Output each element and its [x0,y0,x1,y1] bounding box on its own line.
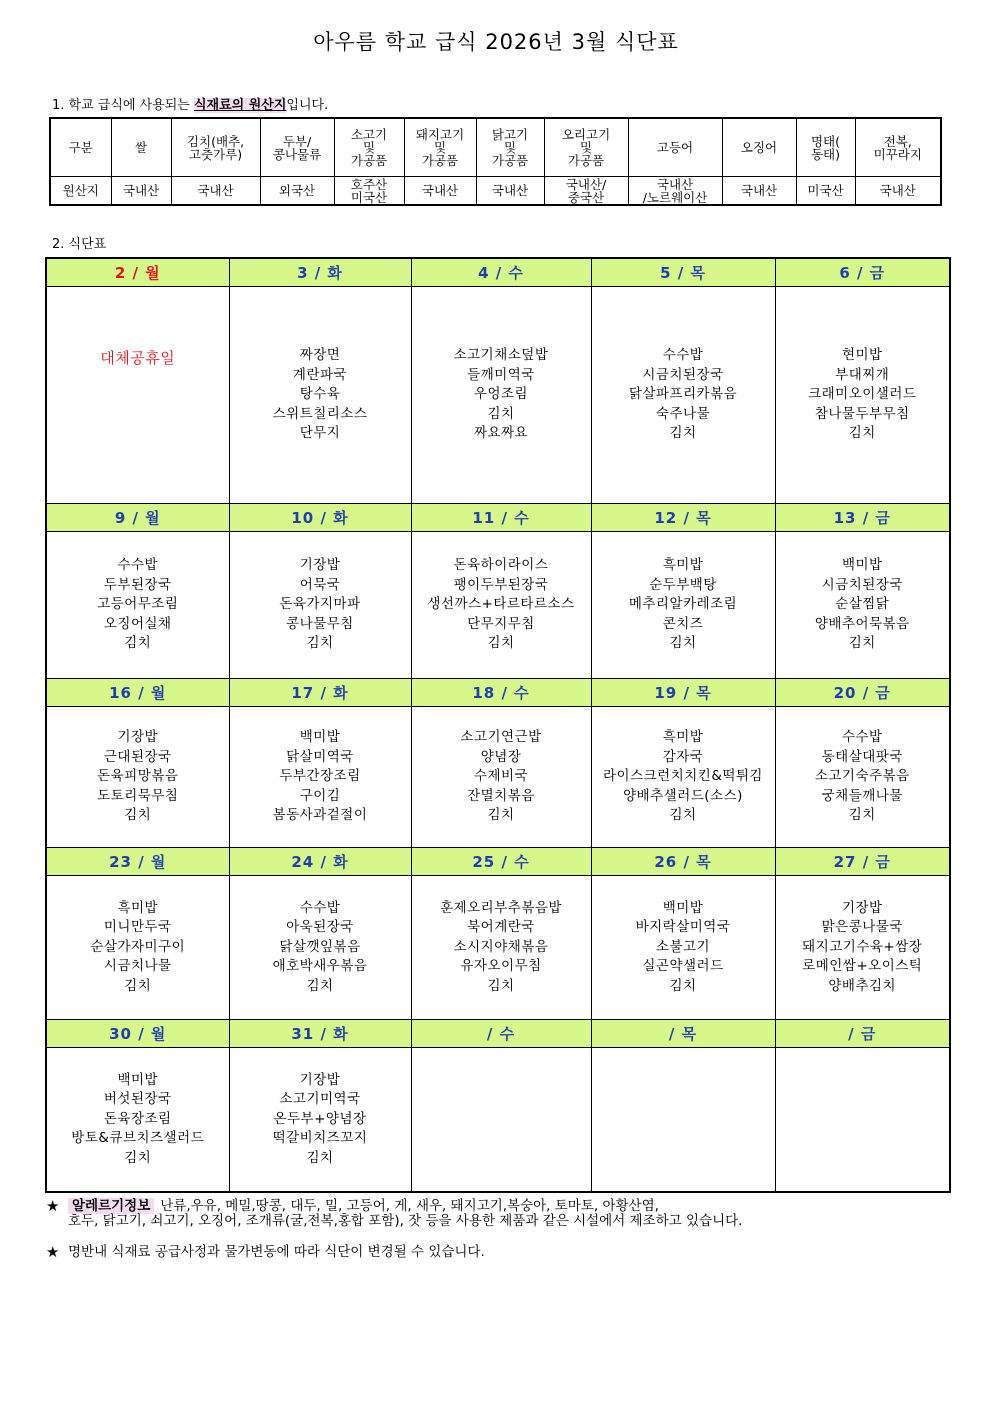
menu-item: 소고기채소덮밥 [453,347,549,364]
day-menu-cell [46,287,229,504]
day-menu-cell [775,287,950,504]
menu-item: 시금치된장국 [642,366,724,383]
menu-item: 수제비국 [473,768,529,785]
menu-item: 닭살파프리카볶음 [628,386,738,403]
menu-item: 김치 [124,635,152,652]
menu-item: 도토리묵무침 [97,787,179,804]
origin-header-cell: 고등어 [628,118,722,177]
menu-item: 아욱된장국 [286,919,354,936]
menu-item: 잔멸치볶음 [467,787,535,804]
menu-item: 시금치나물 [103,958,172,975]
menu-item: 봄동사과겉절이 [272,807,368,824]
menu-item: 수수밥 [299,899,341,916]
menu-item: 구이김 [299,787,341,804]
menu-item: 소고기숙주볶음 [814,768,910,785]
menu-row [46,287,950,504]
menu-item: 수수밥 [841,729,883,746]
origin-value-cell: 외국산 [260,177,334,206]
origin-value-cell: 국내산/ 중국산 [544,177,628,206]
origin-header-cell: 전복, 미꾸라지 [855,118,941,177]
day-header: 19 / 목 [591,679,775,707]
menu-item: 소고기미역국 [279,1091,361,1108]
day-header: 3 / 화 [229,258,411,287]
menu-item: 기장밥 [117,729,159,746]
menu-item: 백미밥 [841,557,883,574]
day-header: 26 / 목 [591,848,775,876]
menu-section-heading: 2. 식단표 [52,237,107,252]
menu-item: 스위트칠리소스 [272,405,368,422]
menu-item: 콘치즈 [662,615,704,632]
menu-item: 기장밥 [841,899,883,916]
menu-item: 돼지고기수육+쌈장 [802,938,923,955]
star-icon: ★ [46,1243,60,1261]
menu-item: 김치 [487,405,515,422]
day-header: 27 / 금 [775,848,950,876]
origin-value-cell: 국내산 [111,177,171,206]
menu-item: 김치 [848,425,876,442]
menu-item: 기장밥 [299,1071,341,1088]
menu-row [46,1048,950,1193]
menu-item: 김치 [669,807,697,824]
menu-item: 수수밥 [117,557,159,574]
day-header: 6 / 금 [775,258,950,287]
day-menu-cell [229,532,411,679]
menu-item: 백미밥 [117,1071,159,1088]
menu-item: 계란파국 [292,366,348,383]
menu-item: 흑미밥 [662,729,704,746]
menu-item: 부대찌개 [835,366,890,383]
menu-item: 들깨미역국 [467,366,535,383]
menu-item: 생선까스+타르타르소스 [427,596,575,613]
day-header: 9 / 월 [46,504,229,532]
day-menu-cell [411,876,591,1020]
menu-item: 김치 [669,977,697,994]
menu-item: 유자오이무침 [460,958,542,975]
day-header: / 수 [411,1020,591,1048]
day-header: / 금 [775,1020,950,1048]
day-menu-cell [775,1048,950,1193]
day-header-row [46,504,950,532]
menu-item: 떡갈비치즈꼬지 [272,1130,368,1147]
menu-row [46,532,950,679]
day-menu-cell [229,1048,411,1193]
day-header: 11 / 수 [411,504,591,532]
menu-item: 김치 [848,635,876,652]
origin-value-cell: 호주산 미국산 [334,177,404,206]
menu-item: 궁채들깨나물 [821,787,903,804]
holiday-label: 대체공휴일 [100,349,176,367]
menu-row [46,876,950,1020]
menu-item: 짜장면 [299,347,341,364]
origin-value-cell: 미국산 [796,177,855,206]
origin-value-cell: 국내산 [855,177,941,206]
origin-value-cell: 국내산 [404,177,476,206]
origin-section-heading [52,94,328,113]
origin-value-cell: 국내산 [476,177,544,206]
menu-item: 김치 [124,1149,152,1166]
origin-header-cell: 닭고기 및 가공품 [476,118,544,177]
menu-item: 라이스크런치치킨&떡튀김 [603,768,763,785]
day-header: 30 / 월 [46,1020,229,1048]
menu-item: 김치 [669,425,697,442]
day-header: 23 / 월 [46,848,229,876]
menu-item: 오징어실채 [103,615,172,632]
day-header-row [46,679,950,707]
day-header-row [46,1020,950,1048]
day-header: 16 / 월 [46,679,229,707]
menu-item: 김치 [306,635,334,652]
menu-item: 팽이두부된장국 [453,576,549,593]
day-menu-cell [411,707,591,848]
day-header: 12 / 목 [591,504,775,532]
menu-item: 흑미밥 [117,899,159,916]
day-menu-cell [591,707,775,848]
day-header: 18 / 수 [411,679,591,707]
menu-item: 시금치된장국 [821,576,903,593]
menu-item: 김치 [487,807,515,824]
day-menu-cell [229,287,411,504]
menu-item: 김치 [669,635,697,652]
menu-item: 순두부백탕 [649,576,717,593]
day-menu-cell [411,287,591,504]
menu-item: 돈육장조림 [103,1110,172,1127]
menu-item: 참나물두부무침 [814,405,910,422]
origin-header-cell: 구분 [50,118,111,177]
menu-item: 우엉조림 [473,386,529,403]
menu-item: 북어계란국 [467,919,535,936]
menu-item: 온두부+양념장 [273,1110,367,1127]
day-menu-cell [591,876,775,1020]
menu-item: 바지락살미역국 [635,919,731,936]
allergy-label: 알레르기정보 [68,1198,154,1214]
menu-item: 닭살미역국 [286,748,354,765]
menu-item: 소고기연근밥 [460,729,542,746]
menu-item: 돈육피망볶음 [97,768,179,785]
menu-item: 콩나물무침 [286,615,354,632]
menu-item: 동태살대팟국 [821,748,903,765]
menu-item: 실곤약샐러드 [642,958,724,975]
day-header: 17 / 화 [229,679,411,707]
menu-item: 돈육가지마파 [279,596,361,613]
day-header: 2 / 월 [46,258,229,287]
menu-item: 김치 [306,977,334,994]
menu-item: 애호박새우볶음 [272,958,368,975]
day-menu-cell [229,876,411,1020]
origin-value-cell: 국내산 [171,177,260,206]
menu-item: 어묵국 [299,576,341,593]
menu-item: 기장밥 [299,557,341,574]
origin-value-cell: 국내산 /노르웨이산 [628,177,722,206]
page-title: 아우름 학교 급식 2026년 3월 식단표 [313,30,679,54]
menu-item: 근대된장국 [103,748,172,765]
menu-item: 소불고기 [655,938,711,955]
day-header: 4 / 수 [411,258,591,287]
menu-item: 양배추김치 [828,977,897,994]
origin-heading-prefix: 1. 학교 급식에 사용되는 [52,98,194,113]
menu-item: 두부된장국 [103,576,172,593]
menu-item: 김치 [124,807,152,824]
menu-item: 숙주나물 [655,405,711,422]
menu-item: 양배추샐러드(소스) [623,787,743,804]
menu-item: 미니만두국 [103,919,172,936]
day-header: 5 / 목 [591,258,775,287]
origin-header-cell: 두부/ 콩나물류 [260,118,334,177]
day-header: 31 / 화 [229,1020,411,1048]
menu-item: 단무지무침 [467,615,535,632]
menu-item: 김치 [487,977,515,994]
day-menu-cell [775,707,950,848]
menu-item: 고등어무조림 [97,596,179,613]
menu-item: 김치 [306,1149,334,1166]
day-menu-cell [591,287,775,504]
day-menu-cell [46,876,229,1020]
origin-header-cell: 김치(배추, 고춧가루) [171,118,260,177]
allergy-line-2: 호두, 닭고기, 쇠고기, 오징어, 조개류(굴,전복,홍합 포함), 잣 등을 사용한 제품과 같은 시설에서 제조하고 있습니다. [68,1213,743,1229]
menu-item: 방토&큐브치즈샐러드 [71,1130,205,1147]
menu-item: 백미밥 [299,729,341,746]
origin-table [49,117,942,206]
change-notice [46,1245,742,1260]
menu-item: 순살가자미구이 [90,938,186,955]
notes [46,1199,742,1260]
day-header: 24 / 화 [229,848,411,876]
origin-header-cell: 명태( 동태) [796,118,855,177]
origin-value-cell: 국내산 [722,177,796,206]
menu-item: 감자국 [662,748,704,765]
menu-item: 양념장 [480,748,522,765]
day-menu-cell [229,707,411,848]
day-menu-cell [46,532,229,679]
menu-item: 돈육하이라이스 [453,557,549,574]
origin-header-cell: 오리고기 및 가공품 [544,118,628,177]
day-header: 25 / 수 [411,848,591,876]
origin-heading-highlight: 식재료의 원산지 [193,98,287,113]
day-menu-cell [591,532,775,679]
menu-item: 훈제오리부추볶음밥 [440,899,562,916]
change-notice-text: 명반내 식재료 공급사정과 물가변동에 따라 식단이 변경될 수 있습니다. [68,1244,485,1260]
day-header-row [46,848,950,876]
day-menu-cell [46,1048,229,1193]
origin-header-cell: 오징어 [722,118,796,177]
day-menu-cell [775,876,950,1020]
menu-item: 김치 [848,807,876,824]
menu-item: 김치 [124,977,152,994]
menu-item: 메추리알카레조림 [628,596,738,613]
day-header: 10 / 화 [229,504,411,532]
day-header: 13 / 금 [775,504,950,532]
origin-header-cell: 쌀 [111,118,171,177]
allergy-line-1: 난류,우유, 메밀,땅콩, 대두, 밀, 고등어, 게, 새우, 돼지고기,복숭아, 토마토, 아황산염, [160,1198,659,1214]
menu-item: 두부간장조림 [279,768,361,785]
menu-item: 크래미오이샐러드 [808,386,917,403]
day-menu-cell [775,532,950,679]
origin-header-cell: 돼지고기 및 가공품 [404,118,476,177]
menu-table [45,257,951,1193]
menu-item: 소시지야채볶음 [453,938,549,955]
origin-heading-suffix: 입니다. [286,98,329,113]
day-menu-cell [411,1048,591,1193]
allergy-note [46,1199,742,1229]
day-menu-cell [46,707,229,848]
menu-item: 흑미밥 [662,557,704,574]
star-icon: ★ [46,1197,60,1215]
menu-item: 버섯된장국 [103,1091,172,1108]
menu-item: 순살찜닭 [835,596,890,613]
menu-item: 짜요짜요 [473,425,529,442]
menu-item: 김치 [487,635,515,652]
day-menu-cell [411,532,591,679]
menu-item: 탕수육 [299,386,341,403]
menu-item: 백미밥 [662,899,704,916]
day-menu-cell [591,1048,775,1193]
day-header: 20 / 금 [775,679,950,707]
menu-item: 현미밥 [841,347,883,364]
menu-item: 수수밥 [662,347,704,364]
day-header-row [46,258,950,287]
menu-item: 닭살깻잎볶음 [279,938,361,955]
menu-item: 양배추어묵볶음 [814,615,910,632]
menu-row [46,707,950,848]
menu-item: 맑은콩나물국 [821,919,903,936]
menu-item: 단무지 [299,425,341,442]
origin-header-cell: 소고기 및 가공품 [334,118,404,177]
menu-item: 로메인쌈+오이스틱 [802,958,923,975]
origin-value-cell: 원산지 [50,177,111,206]
day-header: / 목 [591,1020,775,1048]
